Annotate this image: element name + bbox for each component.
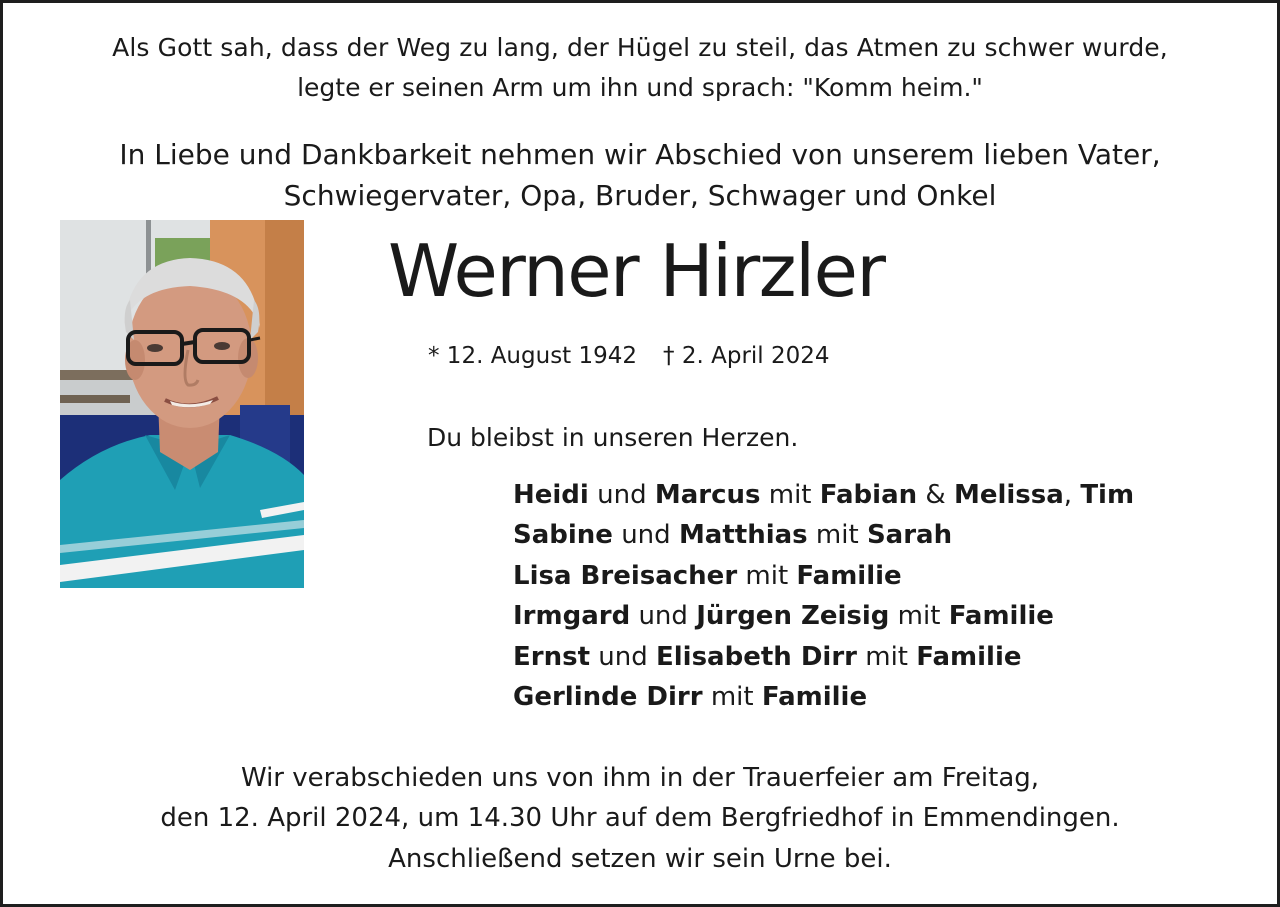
- motto: Du bleibst in unseren Herzen.: [427, 423, 799, 452]
- mourner-name: Familie: [948, 601, 1054, 632]
- mourner-name: Ernst: [513, 641, 590, 672]
- mourner-name: Irmgard: [513, 601, 631, 632]
- service-line-2: den 12. April 2024, um 14.30 Uhr auf dem Bergfriedhof in Emmendingen.: [160, 803, 1120, 833]
- mourner-connector: mit: [856, 641, 917, 672]
- service-line-3: Anschließend setzen wir sein Urne bei.: [388, 844, 892, 874]
- portrait-photo: [60, 220, 304, 588]
- mourner-connector: mit: [760, 480, 820, 510]
- mourner-name: Elisabeth Dirr: [656, 641, 857, 672]
- mourner-name: Marcus: [654, 480, 761, 510]
- mourner-row: [513, 475, 1134, 515]
- mourner-connector: mit: [889, 601, 949, 632]
- quote-line-1: Als Gott sah, dass der Weg zu lang, der Hügel zu steil, das Atmen zu schwer wurde,: [112, 33, 1168, 62]
- mourner-row: [513, 596, 1134, 636]
- mourner-connector: ,: [1063, 480, 1081, 510]
- mourner-name: Tim: [1080, 480, 1135, 510]
- mourner-name: Heidi: [513, 480, 589, 510]
- mourner-name: Gerlinde Dirr: [513, 681, 703, 712]
- mourner-row: [513, 637, 1134, 677]
- mourner-name: Sabine: [513, 520, 613, 551]
- mourner-connector: mit: [807, 520, 867, 551]
- mourner-name: Familie: [916, 641, 1022, 672]
- mourner-connector: und: [612, 520, 679, 551]
- mourner-connector: und: [588, 480, 655, 510]
- mourner-row: [513, 515, 1134, 555]
- mourners-list: [513, 475, 1134, 717]
- mourner-connector: mit: [702, 681, 762, 712]
- deceased-name: Werner Hirzler: [388, 229, 885, 313]
- birth-date: * 12. August 1942: [428, 343, 638, 369]
- service-line-1: Wir verabschieden uns von ihm in der Trauerfeier am Freitag,: [240, 763, 1040, 793]
- mourner-name: Sarah: [866, 520, 953, 551]
- mourner-name: Melissa: [953, 480, 1064, 510]
- mourner-name: Familie: [796, 560, 902, 591]
- mourner-name: Jürgen Zeisig: [696, 601, 890, 632]
- quote-line-2: legte er seinen Arm um ihn und sprach: "Komm heim.": [297, 73, 983, 102]
- mourner-name: Lisa Breisacher: [513, 560, 738, 591]
- mourner-row: [513, 556, 1134, 596]
- life-dates: [428, 343, 830, 369]
- intro-line-1: In Liebe und Dankbarkeit nehmen wir Abschied von unserem lieben Vater,: [119, 138, 1161, 171]
- mourner-name: Fabian: [819, 480, 918, 510]
- mourner-name: Familie: [761, 681, 868, 712]
- mourner-name: Matthias: [678, 520, 808, 551]
- mourner-connector: mit: [737, 560, 797, 591]
- death-date: † 2. April 2024: [663, 343, 830, 369]
- mourner-connector: und: [590, 641, 656, 672]
- mourner-connector: und: [630, 601, 697, 632]
- portrait-illustration: [60, 220, 304, 588]
- mourner-row: [513, 677, 1134, 717]
- mourner-connector: &: [917, 480, 954, 510]
- intro-line-2: Schwiegervater, Opa, Bruder, Schwager und Onkel: [283, 179, 997, 212]
